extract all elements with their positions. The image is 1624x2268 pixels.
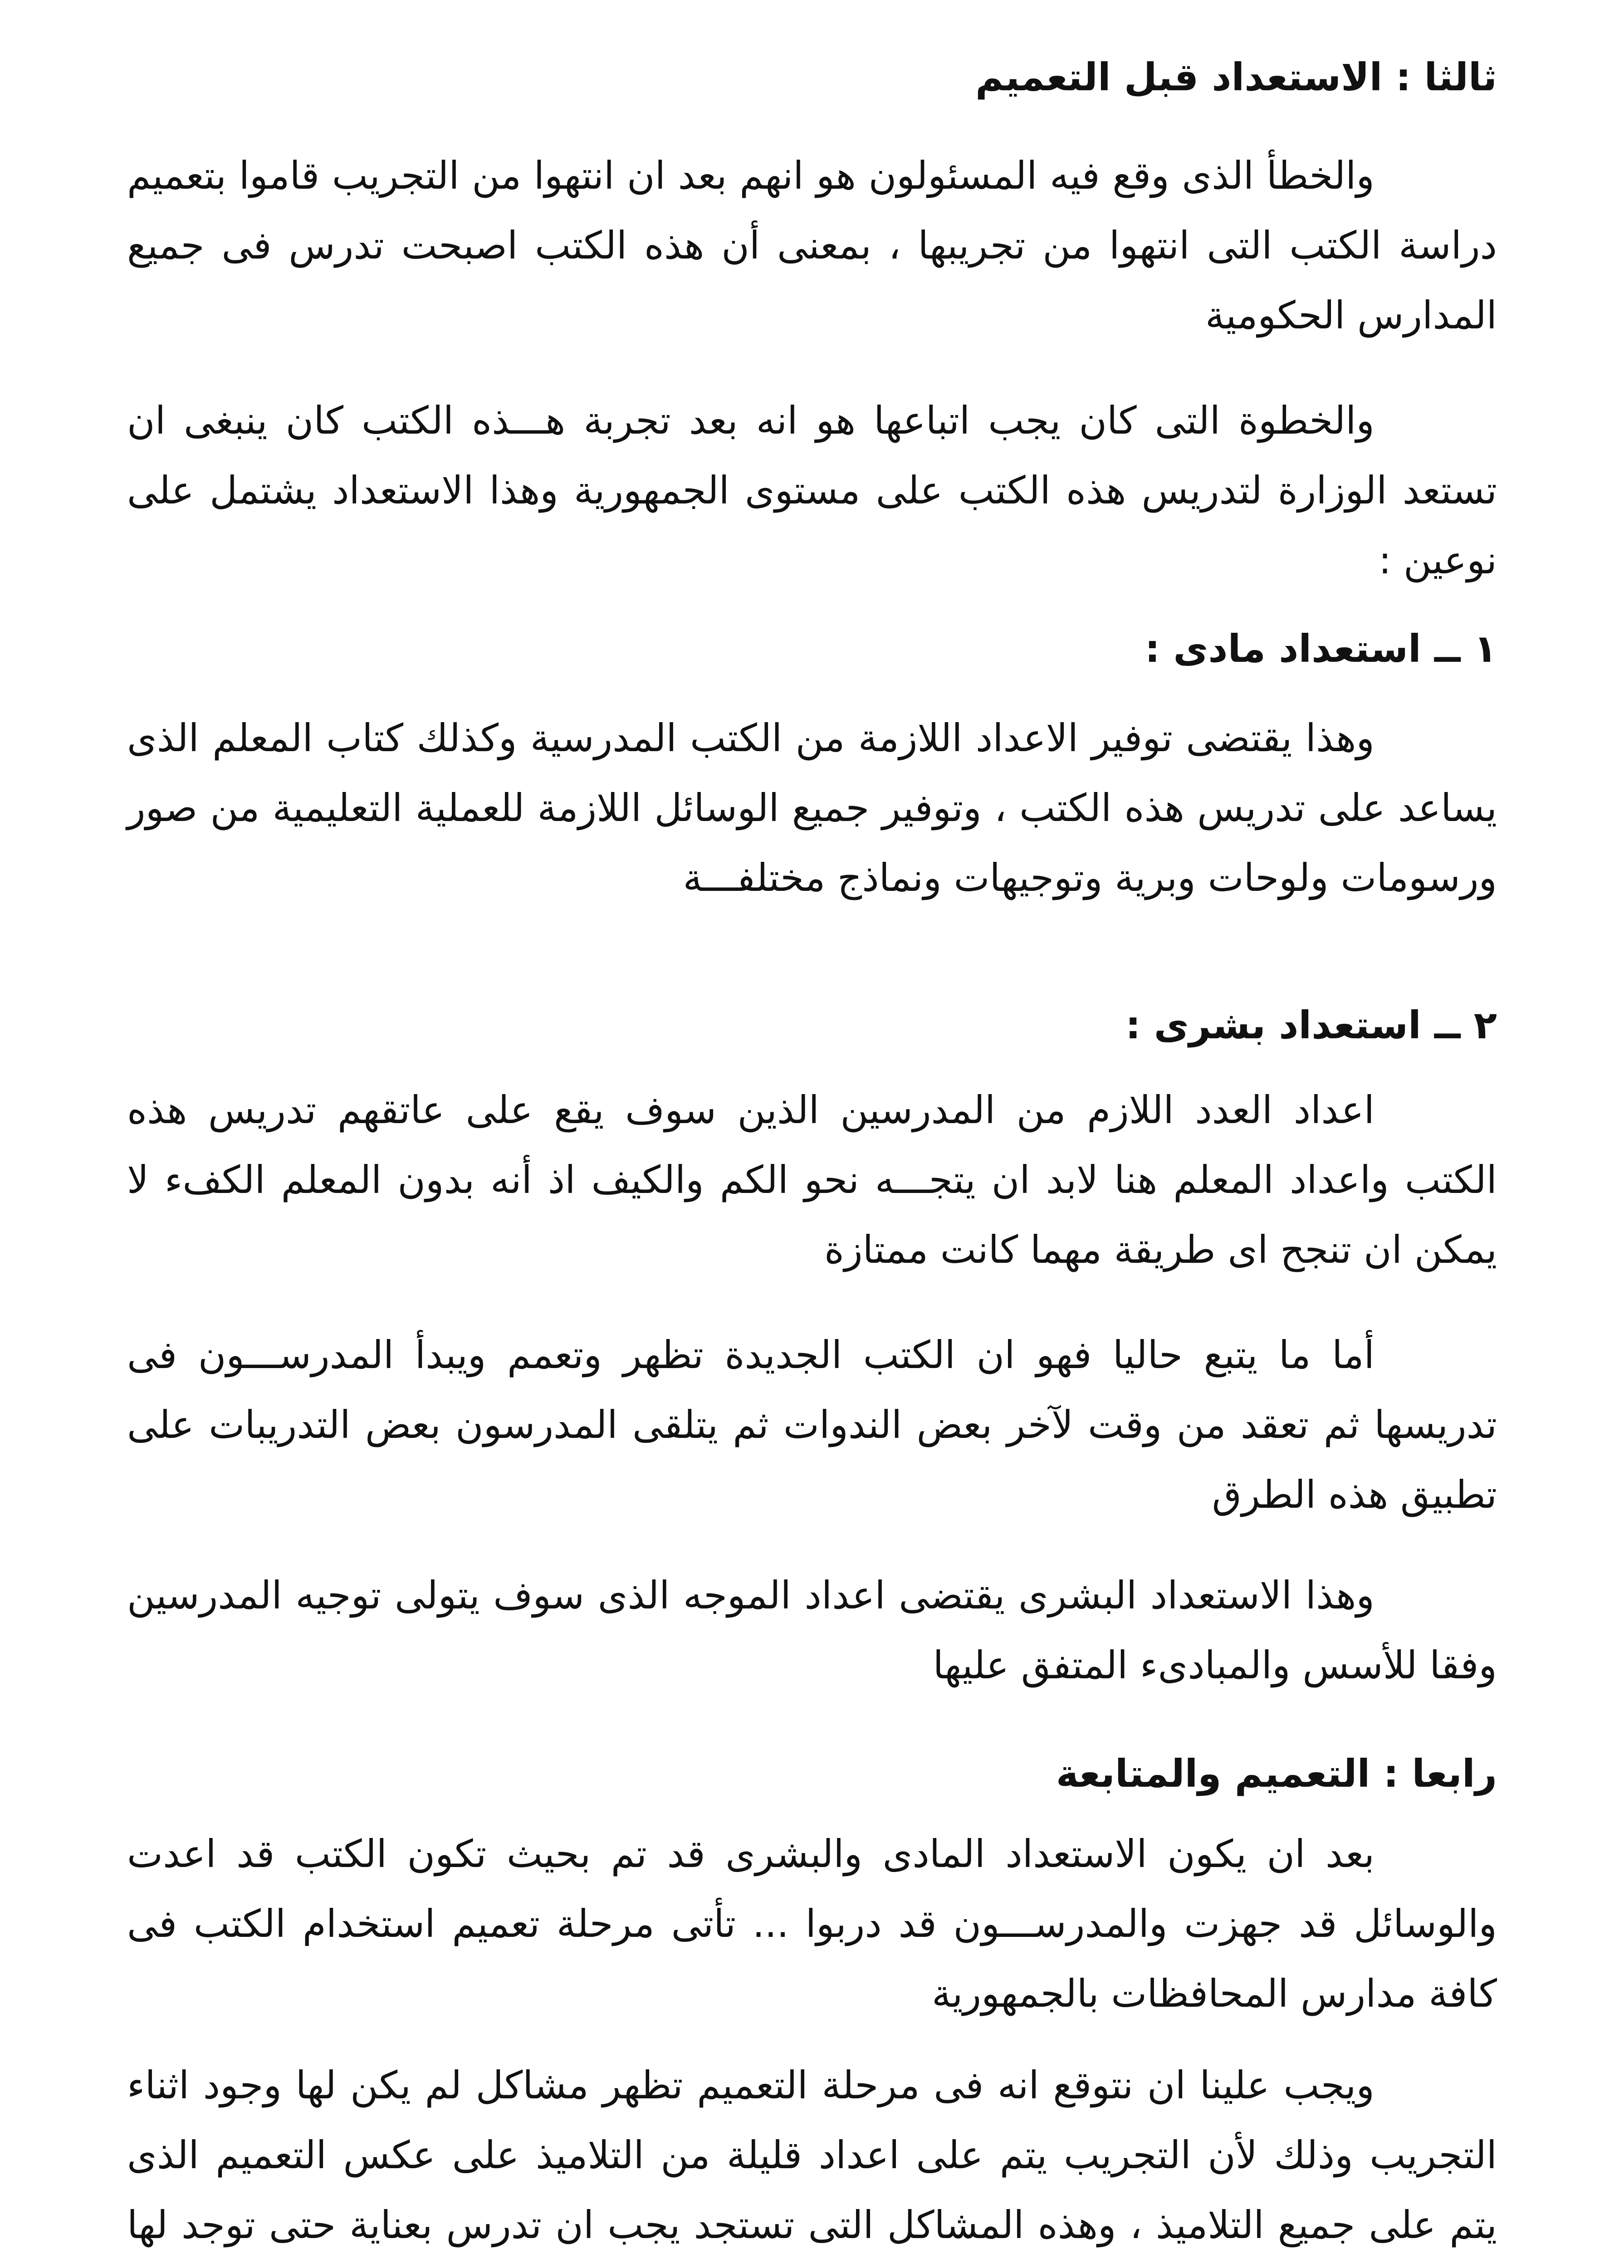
section-heading-fourth: رابعا : التعميم والمتابعة (1056, 1751, 1497, 1796)
paragraph: أما ما يتبع حاليا فهو ان الكتب الجديدة تظهر وتعمم ويبدأ المدرســـون فى تدريسها ثم تعقد من وقت لآخر بعض الندوات ثم يتلقى المدرسون بعض التدريبات على تطبيق هذه الطرق (127, 1333, 1497, 1517)
paragraph: والخطأ الذى وقع فيه المسئولون هو انهم بعد ان انتهوا من التجريب قاموا بتعميم دراسة الكتب التى انتهوا من تجريبها ، بمعنى أن هذه الكتب اصبحت تدرس فى جميع المدارس الحكومية (127, 153, 1497, 337)
paragraph: بعد ان يكون الاستعداد المادى والبشرى قد تم بحيث تكون الكتب قد اعدت والوسائل قد جهزت والمدرســـون قد دربوا ... تأتى مرحلة تعميم استخدام الكتب فى كافة مدارس المحافظات بالجمهورية (127, 1832, 1497, 2016)
paragraph: وهذا الاستعداد البشرى يقتضى اعداد الموجه الذى سوف يتولى توجيه المدرسين وفقا للأسس والمبادىء المتفق عليها (127, 1573, 1497, 1687)
paragraph: وهذا يقتضى توفير الاعداد اللازمة من الكتب المدرسية وكذلك كتاب المعلم الذى يساعد على تدريس هذه الكتب ، وتوفير جميع الوسائل اللازمة للعملية التعليمية من صور ورسومات ولوحات وبرية وتوجيهات ونماذج مختلفـــة (127, 716, 1497, 900)
subsection-heading-material: ١ ــ استعداد مادى : (1145, 626, 1497, 671)
paragraph: ويجب علينا ان نتوقع انه فى مرحلة التعميم تظهر مشاكل لم يكن لها وجود اثناء التجريب وذلك لأن التجريب يتم على اعداد قليلة من التلاميذ على عكس التعميم الذى يتم على جميع التلاميذ ، وهذه المشاكل التى تستجد يجب ان تدرس بعناية حتى توجد لها (127, 2063, 1497, 2247)
section-heading-third: ثالثا : الاستعداد قبل التعميم (975, 55, 1497, 99)
paragraph: اعداد العدد اللازم من المدرسين الذين سوف يقع على عاتقهم تدريس هذه الكتب واعداد المعلم هنا لابد ان يتجـــه نحو الكم والكيف اذ أنه بدون المعلم الكفء لا يمكن ان تنجح اى طريقة مهما كانت ممتازة (127, 1088, 1497, 1272)
subsection-heading-human: ٢ ــ استعداد بشرى : (1125, 1003, 1497, 1047)
document-page (127, 50, 1497, 2268)
paragraph: والخطوة التى كان يجب اتباعها هو انه بعد تجربة هـــذه الكتب كان ينبغى ان تستعد الوزارة لتدريس هذه الكتب على مستوى الجمهورية وهذا الاستعداد يشتمل على نوعين : (127, 398, 1497, 582)
